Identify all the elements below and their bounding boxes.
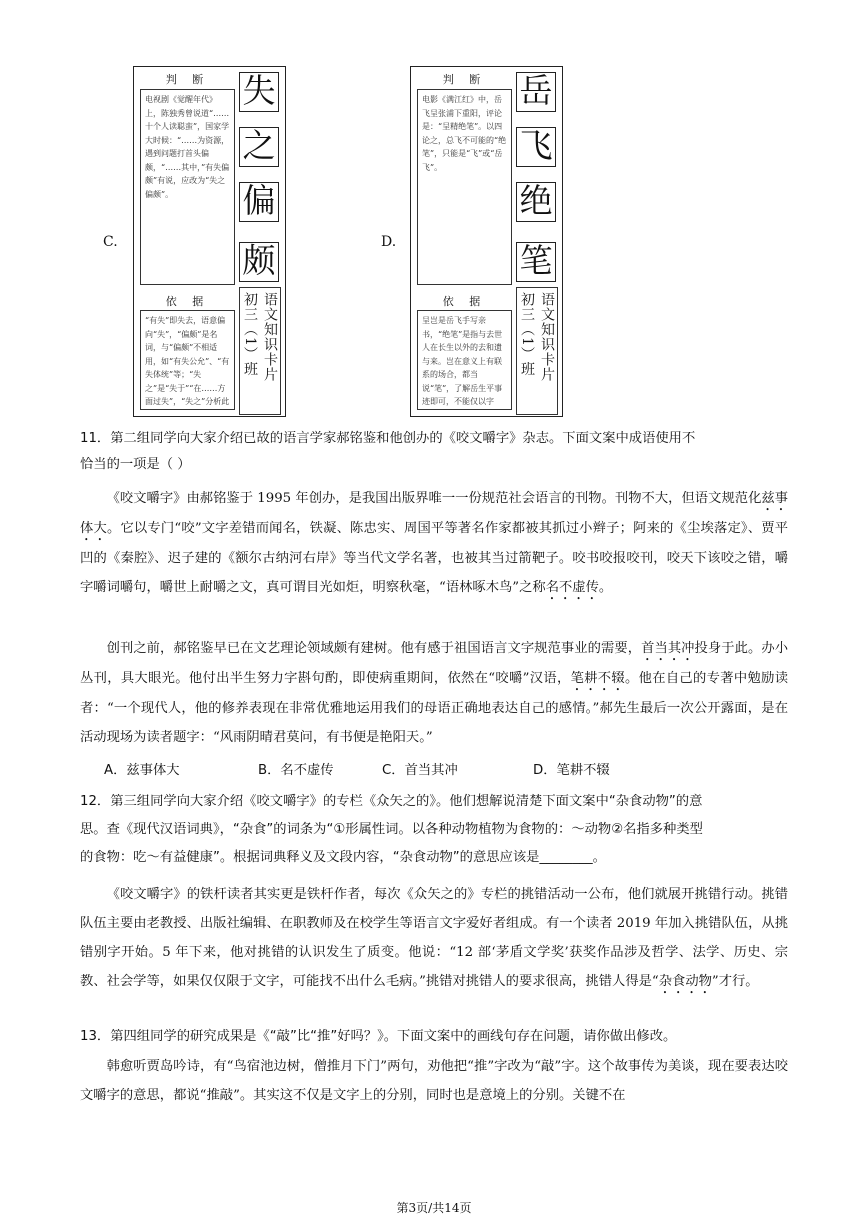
q11-p1-part-a: 《咬文嚼字》由郝铭鉴于 1995 年创办，是我国出版界唯一一份规范社会语言的刊物。刊物不大，但语文规范化 <box>106 491 762 506</box>
q12-para-part-a: 《咬文嚼字》的铁杆读者其实更是铁杆作者，每次《众矢之的》专栏的挑错活动一公布，他们就展开挑错行动。挑错队伍主要由老教授、出版社编辑、在职教师及在校学生等语言文字爱好者组成。有一个读者 2019 年加入挑错队伍，从挑错别字开始。5 年下来，他对挑错的认识发生了质变。他说：“12 部‘茅盾文学奖’获奖作品涉及哲学、法学、历史、宗教、社会学等，如果仅仅限于文字，可能找不出什么毛病。”挑错对挑错人的要求很高，挑错人得是 <box>80 887 788 989</box>
q11-paragraph-2 <box>80 634 788 752</box>
card-c-side-column <box>239 287 281 415</box>
q11-p1-part-c: 。 <box>598 580 613 595</box>
card-d-bottom-title: 依 据 <box>442 295 487 308</box>
q12-para-part-b: 才行。 <box>718 974 759 989</box>
q13-paragraph: 韩愈听贾岛吟诗，有“鸟宿池边树，僧推月下门”两句，劝他把“推”字改为“敲”字。这个故事传为美谈，现在要表达咬文嚼字的意思，都说“推敲”。其实这不仅是文字上的分别，同时也是意境上的分别。关键不在 <box>80 1059 788 1103</box>
q11-p1-part-b: 。它以专门“咬”文字差错而闻名，铁凝、陈忠实、周国平等著名作家都被其抓过小辫子；阿来的《尘埃落定》、贾平凹的《秦腔》、迟子建的《额尔古纳河右岸》等当代文学名著，也被其当过箭靶子。咬书咬报咬刊，咬天下该咬之错，嚼字嚼词嚼句，嚼世上耐嚼之文，真可谓目光如炬，明察秋毫，“语林啄木鸟”之称 <box>80 521 789 595</box>
q11-p2-part-a: 创刊之前，郝铭鉴早已在文艺理论领域颇有建树。他有感于祖国语言文字规范事业的需要， <box>106 641 642 656</box>
q11-option-c: C．首当其冲 <box>382 763 458 778</box>
q11-option-b: B．名不虚传 <box>258 763 334 778</box>
q12-stem-line-3: 的食物：吃～有益健康”。根据词典释义及文段内容，“杂食动物”的意思应该是________。 <box>80 850 606 865</box>
card-c-char-4: 颇 <box>239 242 279 282</box>
knowledge-card-c <box>133 66 286 417</box>
q12-stem-line-2: 思。查《现代汉语词典》，“杂食”的词条为“①形属性词。以各种动物植物为食物的：～动物②名指多种类型 <box>80 822 703 837</box>
q11-idiom-2: 名不虚传 <box>545 580 599 595</box>
card-c-judgement-text: 电视剧《觉醒年代》上，陈独秀曾说道“……十个人读聪蛮”，国家学大时候：“……为资源，遇到问题打首头偏颇，“……其中，”有失偏颇”有说，应改为“失之偏颇”。 <box>140 89 235 285</box>
card-d-card-label: 语文知识卡片 <box>539 292 555 382</box>
card-c-class-label: 初三（1）班 <box>242 292 258 377</box>
q11-option-d: D．笔耕不辍 <box>533 763 610 778</box>
card-d-class-label: 初三（1）班 <box>519 292 535 377</box>
card-c-top-title: 判 断 <box>165 73 210 86</box>
option-c-label: C. <box>103 234 118 250</box>
knowledge-card-d <box>410 66 563 417</box>
card-d-char-3: 绝 <box>516 182 556 222</box>
card-d-char-1: 岳 <box>516 72 556 112</box>
card-c-char-3: 偏 <box>239 182 279 222</box>
option-d-label: D. <box>381 234 397 250</box>
q11-option-a: A．兹事体大 <box>104 763 180 778</box>
q11-p2-part-c: 。他在自己的专著中勉励读者：“一个现代人，他的修养表现在非常优雅地运用我们的母语正确地表达自己的感情。”郝先生最后一次公开露面，是在活动现场为读者题字：“风雨阴晴君莫问，有书便是艳阳天。” <box>80 671 788 745</box>
card-c-char-2: 之 <box>239 127 279 167</box>
card-c-card-label: 语文知识卡片 <box>262 292 278 382</box>
card-d-side-column <box>516 287 558 415</box>
card-d-char-4: 笔 <box>516 242 556 282</box>
q12-key-term: “杂食动物” <box>651 974 719 989</box>
card-c-basis-text: “有失”即失去，语意偏向“失”，“偏颇”是名词，与“偏颇”不相适用，如“有失公允”、“有失体统”等；“失之”是“失于”“在……方面过失”，“失之”分析此 <box>140 310 235 410</box>
card-d-basis-text: 呈岂是岳飞手写亲书，“绝笔”是指与去世人在长生以外的去和遗与来。岂在意义上有联系的场合，都当说“笔”，了解岳生平事迹即可，不能仅以字 <box>417 310 512 410</box>
page-number: 第3页/共14页 <box>396 1201 472 1215</box>
card-d-char-2: 飞 <box>516 127 556 167</box>
q11-stem-line-2: 恰当的一项是（ ） <box>80 457 191 472</box>
q11-idiom-4: 笔耕不辍 <box>570 671 625 686</box>
q11-paragraph-1 <box>80 484 788 603</box>
q13-stem: 13．第四组同学的研究成果是《“敲”比“推”好吗？》。下面文案中的画线句存在问题，请你做出修改。 <box>80 1029 677 1044</box>
q11-idiom-1: 兹事体大 <box>80 491 789 536</box>
card-d-judgement-text: 电影《满江红》中，岳飞呈张浦下重阳，评论是：“呈精绝笔”。以四论之，总飞不可能的“绝笔”，只能是“飞”或“岳飞”。 <box>417 89 512 285</box>
card-d-top-title: 判 断 <box>442 73 487 86</box>
q11-p2-part-b: 投身于此。办小丛刊，具大眼光。他付出半生努力字斟句酌，即使病重期间，依然在“咬嚼”汉语， <box>80 641 789 686</box>
card-c-bottom-title: 依 据 <box>165 295 210 308</box>
q11-idiom-3: 首当其冲 <box>641 641 695 656</box>
q12-paragraph <box>80 880 788 997</box>
card-c-char-1: 失 <box>239 72 279 112</box>
q12-stem-line-1: 12．第三组同学向大家介绍《咬文嚼字》的专栏《众矢之的》。他们想解说清楚下面文案中“杂食动物”的意 <box>80 794 703 809</box>
q11-stem-line-1: 11．第二组同学向大家介绍已故的语言学家郝铭鉴和他创办的《咬文嚼字》杂志。下面文案中成语使用不 <box>80 431 696 446</box>
